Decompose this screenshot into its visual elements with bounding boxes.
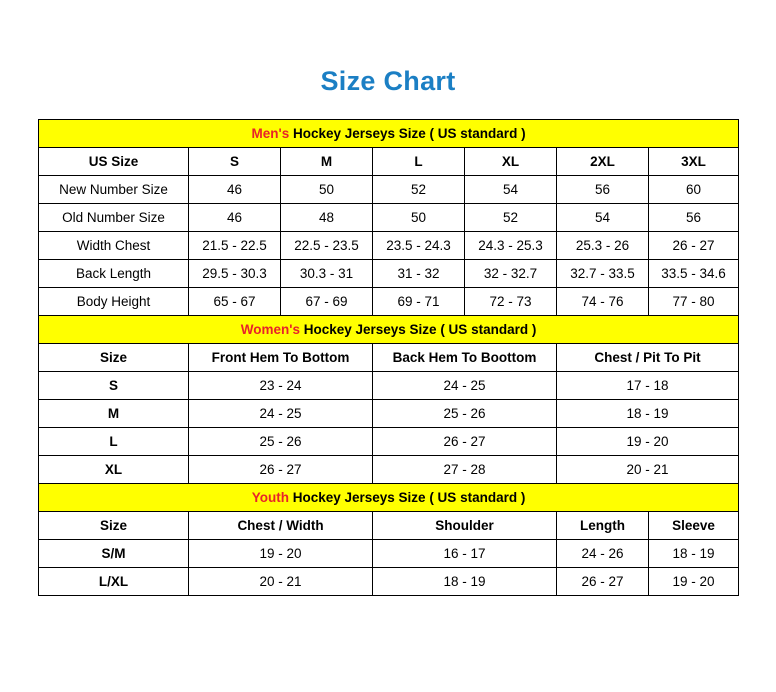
- section-header-row: [39, 484, 739, 512]
- data-cell: 20 - 21: [557, 456, 739, 484]
- data-cell: 26 - 27: [649, 232, 739, 260]
- column-header-cell: Sleeve: [649, 512, 739, 540]
- column-header-cell: Back Hem To Boottom: [373, 344, 557, 372]
- data-cell: 21.5 - 22.5: [189, 232, 281, 260]
- data-cell: 50: [373, 204, 465, 232]
- row-label-cell: M: [39, 400, 189, 428]
- section-title-accent: Men's: [251, 126, 290, 141]
- table-row: [39, 232, 739, 260]
- table-row: [39, 372, 739, 400]
- column-header-cell: Size: [39, 512, 189, 540]
- size-chart-container: [38, 119, 738, 596]
- row-label-cell: Back Length: [39, 260, 189, 288]
- data-cell: 25.3 - 26: [557, 232, 649, 260]
- row-label-cell: S/M: [39, 540, 189, 568]
- table-row: [39, 288, 739, 316]
- data-cell: 54: [557, 204, 649, 232]
- row-label-cell: Body Height: [39, 288, 189, 316]
- section-title: [39, 120, 739, 148]
- row-label-cell: S: [39, 372, 189, 400]
- table-row: [39, 204, 739, 232]
- data-cell: 69 - 71: [373, 288, 465, 316]
- data-cell: 24 - 25: [373, 372, 557, 400]
- data-cell: 74 - 76: [557, 288, 649, 316]
- data-cell: 25 - 26: [373, 400, 557, 428]
- column-header-cell: S: [189, 148, 281, 176]
- section-header-row: [39, 120, 739, 148]
- data-cell: 46: [189, 176, 281, 204]
- table-row: [39, 400, 739, 428]
- column-header-cell: Chest / Pit To Pit: [557, 344, 739, 372]
- column-header-cell: Front Hem To Bottom: [189, 344, 373, 372]
- row-label-cell: L/XL: [39, 568, 189, 596]
- data-cell: 24 - 25: [189, 400, 373, 428]
- table-row: [39, 456, 739, 484]
- data-cell: 72 - 73: [465, 288, 557, 316]
- data-cell: 19 - 20: [189, 540, 373, 568]
- section-header-row: [39, 316, 739, 344]
- data-cell: 50: [281, 176, 373, 204]
- section-title-rest: Hockey Jerseys Size ( US standard ): [288, 490, 526, 505]
- data-cell: 16 - 17: [373, 540, 557, 568]
- data-cell: 77 - 80: [649, 288, 739, 316]
- section-title: [39, 316, 739, 344]
- row-label-cell: New Number Size: [39, 176, 189, 204]
- column-header-cell: Shoulder: [373, 512, 557, 540]
- data-cell: 20 - 21: [189, 568, 373, 596]
- table-row: [39, 176, 739, 204]
- data-cell: 46: [189, 204, 281, 232]
- data-cell: 26 - 27: [557, 568, 649, 596]
- column-header-cell: Length: [557, 512, 649, 540]
- size-chart-table: [38, 119, 739, 596]
- data-cell: 48: [281, 204, 373, 232]
- data-cell: 30.3 - 31: [281, 260, 373, 288]
- section-title-rest: Hockey Jerseys Size ( US standard ): [299, 322, 537, 337]
- table-row: [39, 428, 739, 456]
- column-header-cell: M: [281, 148, 373, 176]
- data-cell: 56: [557, 176, 649, 204]
- row-label-cell: XL: [39, 456, 189, 484]
- section-title-accent: Women's: [240, 322, 300, 337]
- column-header-cell: 3XL: [649, 148, 739, 176]
- data-cell: 54: [465, 176, 557, 204]
- column-header-row: [39, 148, 739, 176]
- table-row: [39, 260, 739, 288]
- column-header-cell: Size: [39, 344, 189, 372]
- data-cell: 67 - 69: [281, 288, 373, 316]
- data-cell: 19 - 20: [649, 568, 739, 596]
- row-label-cell: Width Chest: [39, 232, 189, 260]
- column-header-row: [39, 344, 739, 372]
- column-header-cell: Chest / Width: [189, 512, 373, 540]
- data-cell: 65 - 67: [189, 288, 281, 316]
- data-cell: 32 - 32.7: [465, 260, 557, 288]
- data-cell: 18 - 19: [373, 568, 557, 596]
- data-cell: 23.5 - 24.3: [373, 232, 465, 260]
- table-row: [39, 568, 739, 596]
- data-cell: 32.7 - 33.5: [557, 260, 649, 288]
- data-cell: 25 - 26: [189, 428, 373, 456]
- data-cell: 24 - 26: [557, 540, 649, 568]
- data-cell: 22.5 - 23.5: [281, 232, 373, 260]
- data-cell: 29.5 - 30.3: [189, 260, 281, 288]
- column-header-row: [39, 512, 739, 540]
- data-cell: 19 - 20: [557, 428, 739, 456]
- data-cell: 18 - 19: [649, 540, 739, 568]
- column-header-cell: XL: [465, 148, 557, 176]
- column-header-cell: 2XL: [557, 148, 649, 176]
- size-chart-body: [39, 120, 739, 596]
- page-title: Size Chart: [320, 66, 456, 96]
- data-cell: 60: [649, 176, 739, 204]
- data-cell: 31 - 32: [373, 260, 465, 288]
- column-header-cell: US Size: [39, 148, 189, 176]
- data-cell: 24.3 - 25.3: [465, 232, 557, 260]
- data-cell: 52: [465, 204, 557, 232]
- data-cell: 17 - 18: [557, 372, 739, 400]
- row-label-cell: Old Number Size: [39, 204, 189, 232]
- section-title: [39, 484, 739, 512]
- data-cell: 56: [649, 204, 739, 232]
- data-cell: 27 - 28: [373, 456, 557, 484]
- data-cell: 33.5 - 34.6: [649, 260, 739, 288]
- data-cell: 26 - 27: [189, 456, 373, 484]
- table-row: [39, 540, 739, 568]
- row-label-cell: L: [39, 428, 189, 456]
- data-cell: 52: [373, 176, 465, 204]
- section-title-accent: Youth: [251, 490, 289, 505]
- data-cell: 23 - 24: [189, 372, 373, 400]
- section-title-rest: Hockey Jerseys Size ( US standard ): [289, 126, 526, 141]
- data-cell: 18 - 19: [557, 400, 739, 428]
- data-cell: 26 - 27: [373, 428, 557, 456]
- column-header-cell: L: [373, 148, 465, 176]
